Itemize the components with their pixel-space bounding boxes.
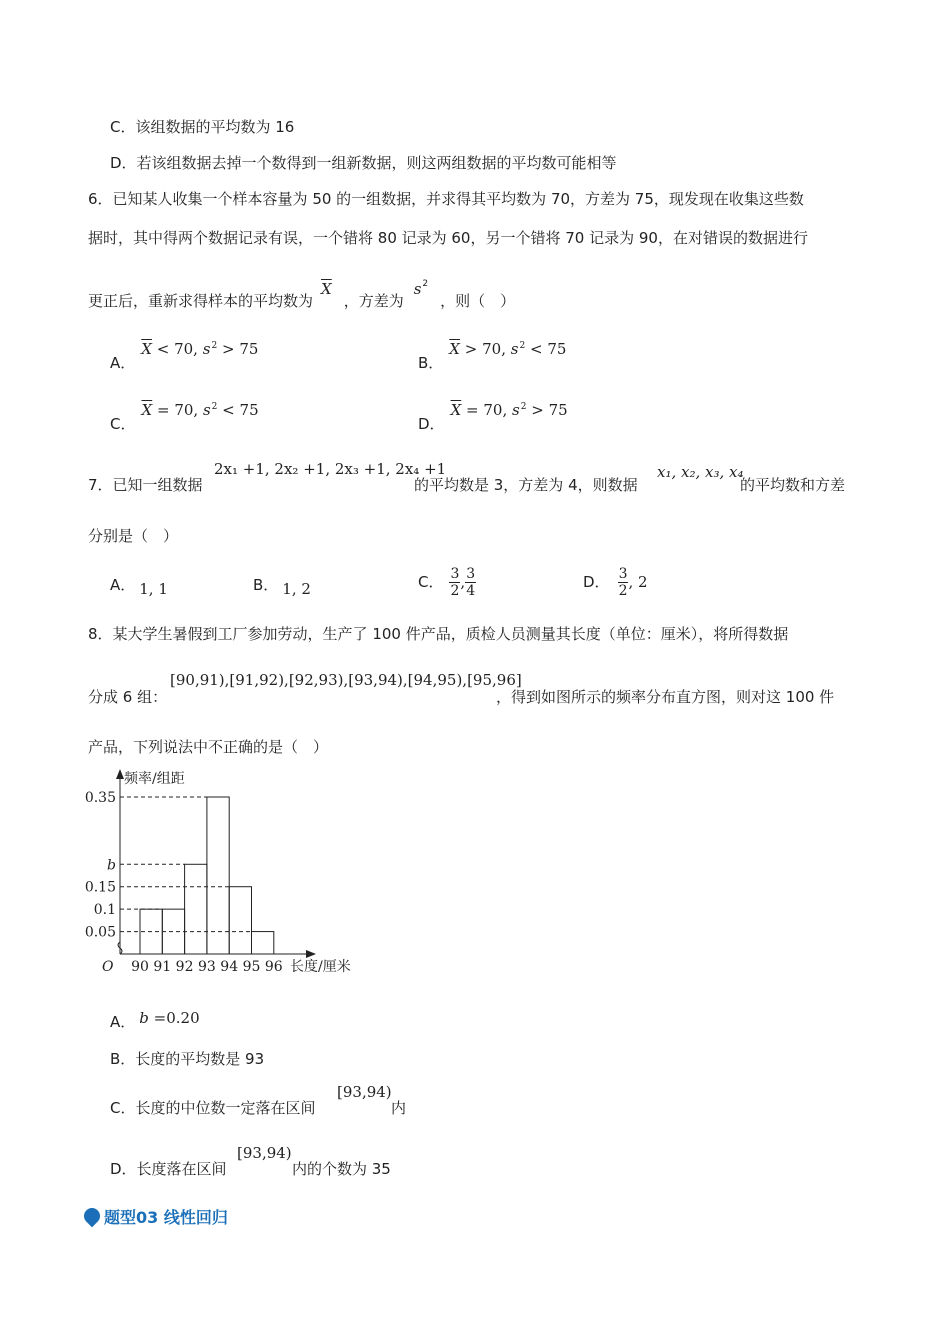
q7-suffix: 的平均数和方差: [740, 476, 846, 494]
histogram-bar: [229, 887, 251, 954]
option-c-prev: C．该组数据的平均数为 16: [110, 118, 295, 136]
x-tick-label: 96: [264, 959, 283, 975]
q6-option-a: A．$\overline{X} < 70$, $s^2 > 75$: [110, 340, 259, 372]
q7-option-b: B． 1, 2: [253, 576, 311, 598]
q8-line3: 产品，下列说法中不正确的是（ ）: [88, 738, 329, 756]
q8-option-c: C．长度的中位数一定落在区间: [110, 1099, 316, 1117]
x-tick-label: 91: [153, 959, 172, 975]
y-axis-label: 频率/组距: [124, 771, 185, 787]
q7-option-d: D． $\frac{3}{2}$ , 2: [583, 566, 648, 599]
frequency-histogram: [84, 766, 384, 978]
q8-option-c-end: 内: [391, 1099, 407, 1117]
histogram-bar: [185, 864, 207, 954]
x-axis-label: 长度/厘米: [290, 959, 351, 975]
xbar-symbol: $\overline{X}$: [321, 280, 332, 298]
y-tick-label: 0.1: [93, 902, 116, 919]
option-d-prev: D．若该组数据去掉一个数得到一组新数据，则这两组数据的平均数可能相等: [110, 154, 617, 172]
x-tick-label: 95: [242, 959, 261, 975]
q8-option-a: A． b =0.20: [110, 1009, 200, 1031]
q8-option-d-end: 内的个数为 35: [292, 1160, 391, 1178]
q8-option-c-interval: [93,94): [337, 1083, 392, 1101]
q7-mid: 的平均数是 3，方差为 4，则数据: [414, 476, 638, 494]
y-tick-label: 0.35: [84, 790, 116, 806]
q8-option-d: D．长度落在区间: [110, 1160, 227, 1178]
histogram-bar: [207, 797, 229, 954]
section-title: 03 线性回归: [136, 1207, 228, 1227]
q7-line2: 分别是（ ）: [88, 527, 179, 545]
q7-data-expr: 2x₁ +1, 2x₂ +1, 2x₃ +1, 2x₄ +1: [214, 460, 447, 478]
q8-line1: 8．某大学生暑假到工厂参加劳动，生产了 100 件产品，质检人员测量其长度（单位：厘米），将所得数据: [88, 625, 789, 643]
y-tick-label: 0.05: [84, 924, 116, 941]
q8-option-b: B．长度的平均数是 93: [110, 1050, 265, 1068]
q6-option-d: D．$\overline{X} = 70$, $s^2 > 75$: [418, 401, 568, 433]
section-label: 题型: [104, 1207, 137, 1227]
x-tick-label: 93: [197, 959, 216, 975]
q7-option-a: A． 1, 1: [110, 576, 168, 598]
histogram-bar: [252, 932, 274, 954]
q8-option-d-interval: [93,94): [237, 1144, 292, 1162]
q6-line3: 更正后，重新求得样本的平均数为$\overline{X}$，方差为$s^2$，则（ ）: [88, 279, 516, 310]
q8-line2-suffix: ，得到如图所示的频率分布直方图，则对这 100 件: [496, 688, 835, 706]
origin-label: O: [102, 959, 114, 975]
q6-line1: 6．已知某人收集一个样本容量为 50 的一组数据，并求得其平均数为 70，方差为 75，现发现在收集这些数: [88, 190, 804, 208]
q6-line2: 据时，其中得两个数据记录有误，一个错将 80 记录为 60，另一个错将 70 记录为 90，在对错误的数据进行: [88, 229, 808, 247]
x-axis-arrow: [306, 950, 316, 958]
q8-line2-prefix: 分成 6 组：: [88, 688, 168, 706]
q8-intervals: [90,91),[91,92),[92,93),[93,94),[94,95),[95,96]: [170, 671, 522, 689]
q6-option-b: B．$\overline{X} > 70$, $s^2 < 75$: [418, 340, 567, 372]
x-tick-label: 92: [175, 959, 194, 975]
q7-option-c: C． $\frac{3}{2}$ , $\frac{3}{4}$: [418, 566, 476, 599]
y-tick-label: 0.15: [84, 879, 116, 896]
x-tick-label: 94: [220, 959, 239, 975]
y-axis-arrow: [116, 769, 124, 779]
x-tick-label: 90: [131, 959, 149, 975]
q7-vars: x₁, x₂, x₃, x₄: [657, 463, 744, 481]
q7-line1: 7．已知一组数据: [88, 476, 203, 494]
location-pin-icon: [81, 1205, 104, 1228]
section-heading: [84, 1203, 228, 1229]
q6-option-c: C．$\overline{X} = 70$, $s^2 < 75$: [110, 401, 259, 433]
y-tick-label: b: [107, 857, 116, 874]
